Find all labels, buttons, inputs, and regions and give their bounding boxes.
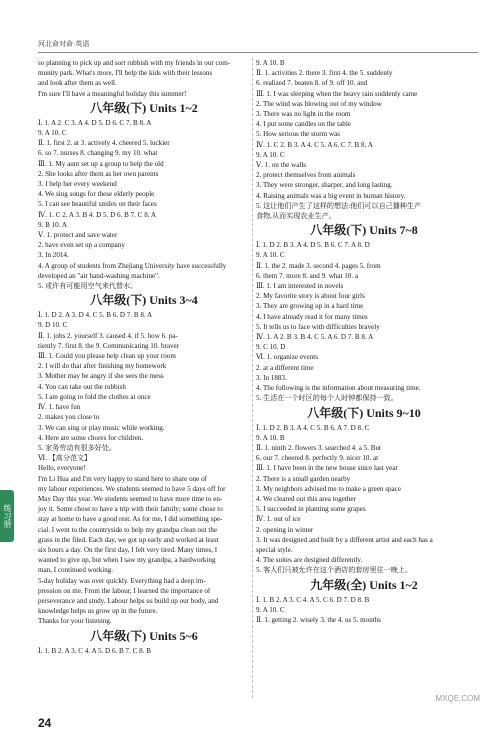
answer-line: 食物,从而实现农业生产。: [256, 212, 336, 221]
answer-line: Ⅲ. 1. I am interested in novels: [256, 282, 344, 291]
answer-line: 9. B 10. A: [38, 220, 67, 229]
answer-line: Ⅰ. 1. D 2. A 3. D 4. C 5. B 6. D 7. B 8. A: [38, 311, 153, 320]
answer-line: 5. I succeeded in planting some grapes: [256, 505, 366, 514]
answer-line: 4. Here are some chores for children.: [38, 433, 144, 442]
answer-line: and look after them as well.: [38, 79, 117, 88]
answer-line: pression on me. From the labour, I learned the importance of: [38, 586, 211, 595]
answer-line: 9. A 10. C: [38, 129, 67, 138]
watermark-logo: MXQE.COM: [435, 694, 480, 703]
answer-line: 2. have even set up a company: [38, 241, 125, 250]
answer-line: 4. A group of students from Zhejiang University have successfully: [38, 261, 227, 270]
answer-line: 4. I have already read it for many times: [256, 312, 368, 321]
answer-line: 3. There was no light in the room: [256, 110, 351, 119]
answer-line: 5. It tells us to face with difficulties bravely: [256, 322, 380, 331]
answer-line: 2. at a different time: [256, 363, 314, 372]
answer-line: Ⅱ. 1. the 2. made 3. second 4. pages 5. from: [256, 261, 381, 270]
answer-line: Ⅳ. 1. A 2. B 3. B 4. C 5. A 6. D 7. B 8. A: [256, 333, 374, 342]
page-header: 河北命对命·英语: [38, 41, 90, 48]
answer-line: 5. I am going to fold the clothes at once: [38, 392, 151, 401]
answer-line: 3. In 2014.: [38, 251, 69, 260]
answer-line: I'm sure I'll have a meaningful holiday this summer!: [38, 89, 187, 98]
answer-line: 2. protect themselves from animals: [256, 171, 356, 180]
answer-line: 2. The wind was blowing out of my window: [256, 99, 382, 108]
answer-line: Ⅲ. 1. I have been in the new house since last year: [256, 464, 398, 473]
answer-line: Ⅵ. 【高分范文】: [38, 454, 92, 463]
answer-line: 4. We sing songs for these elderly people: [38, 190, 155, 199]
answer-line: wanted to give up, but when I saw my grandpa, a hardworking: [38, 556, 216, 565]
answer-line: 9. D 10. C: [38, 321, 68, 330]
answer-line: six hours a day. On the first day, I felt very tired. Many times, I: [38, 545, 218, 554]
answer-line: Ⅱ. 1. first 2. at 3. actively 4. cheered 5. luckier: [38, 139, 170, 148]
page-number: 24: [38, 716, 52, 730]
answer-line: 5. How serious the storm was: [256, 130, 340, 139]
answer-line: 3. Mother may be angry if she sees the mess: [38, 372, 164, 381]
answer-line: 6. our 7. cheered 8. perfectly 9. nicer 10. at: [256, 454, 379, 463]
header-divider: [38, 52, 478, 53]
answer-line: 9. A 10. C: [256, 150, 285, 159]
section-heading: 九年级(全) Units 1~2: [310, 577, 418, 592]
answer-line: Ⅰ. 1. B 2. A 3. C 4. A 5. D 6. B 7. C 8. B: [38, 646, 151, 655]
answer-line: 6. so 7. nurses 8. changing 9. my 10. what: [38, 149, 158, 158]
answer-line: 3. They were stronger, sharper, and long lasting.: [256, 181, 393, 190]
answer-line: Ⅲ. 1. My aunt set up a group to help the old: [38, 159, 164, 168]
column-divider: [252, 58, 253, 698]
answer-line: stay at home to have a good rest. As for me, I did something spe-: [38, 515, 223, 524]
answer-line: Ⅳ. 1. out of ice: [256, 515, 301, 524]
side-tab-practice-book[interactable]: 练习册: [0, 490, 14, 542]
left-column: [38, 58, 250, 656]
answer-line: 6. them 7. more 8. and 9. what 10. a: [256, 271, 359, 280]
answer-line: perseverance and study. Labour helps us build up our body, and: [38, 596, 219, 605]
answer-line: 9. C 10. D: [256, 343, 286, 352]
answer-line: 3. It was designed and built by a different artist and each has a: [256, 535, 433, 544]
answer-line: 2. makes you close to: [38, 413, 100, 422]
answer-line: Hello, everyone!: [38, 464, 86, 473]
answer-line: Ⅲ. 1. I was sleeping when the heavy rain suddenly came: [256, 89, 418, 98]
section-heading: 八年级(下) Units 3~4: [90, 293, 198, 308]
section-heading: 八年级(下) Units 5~6: [90, 628, 198, 643]
answer-line: Ⅵ. 1. organize events: [256, 353, 318, 362]
answer-line: 2. My favorite story is about four girls: [256, 292, 365, 301]
answer-line: joy it. Some chose to have a trip with their family; some chose to: [38, 505, 223, 514]
answer-line: Ⅳ. 1. C 2. B 3. A 4. C 5. A 6. C 7. B 8. A: [256, 140, 373, 149]
answer-line: 3. We can sing or play music while working.: [38, 423, 165, 432]
answer-line: 2. I will do that after finishing my homework: [38, 362, 167, 371]
answer-line: Ⅳ. 1. have fun: [38, 403, 81, 412]
answer-line: 4. You can take out the rubbish: [38, 382, 126, 391]
answer-line: knowledge helps us grow up in the future.: [38, 607, 158, 616]
answer-line: 9. A 10. C: [256, 605, 285, 614]
answer-line: I'm Li Hua and I'm very happy to stand here to share one of: [38, 474, 208, 483]
answer-line: so planning to pick up and sort rubbish with my friends in our com-: [38, 59, 231, 67]
answer-line: 5. I can see beautiful smiles on their faces: [38, 200, 157, 209]
answer-line: Ⅱ. 1. activities 2. there 3. first 4. the 5. suddenly: [256, 69, 393, 78]
answer-line: tiently 7. first 8. the 9. Communicating 10. braver: [38, 341, 180, 350]
answer-line: 3. In 1883.: [256, 373, 287, 382]
answer-line: Ⅱ. 1. getting 2. wisely 3. the 4. us 5. months: [256, 615, 382, 624]
answer-line: Ⅲ. 1. Could you please help clean up your room: [38, 352, 176, 361]
answer-line: 4. We cleared out this area together: [256, 494, 356, 503]
answer-line: 9. A 10. B: [256, 433, 285, 442]
answer-line: 9. A 10. C: [256, 251, 285, 260]
answer-line: Ⅰ. 1. D 2. B 3. A 4. C 5. B 6. A 7. D 8. C: [256, 423, 370, 432]
answer-line: 5. 这让他们产生了这样的想法:他们可以自己播种生产: [256, 201, 422, 210]
answer-line: 4. The suites are designed differently.: [256, 556, 363, 565]
answer-line: 5. 生活在一个时区的每个人时钟都保持一致。: [256, 394, 398, 403]
answer-line: special style.: [256, 545, 293, 554]
answer-line: 4. The following is the information about measuring time.: [256, 384, 421, 393]
answer-line: Ⅰ. 1. D 2. B 3. A 4. D 5. B 6. C 7. A 8. D: [256, 241, 370, 250]
answer-line: 4. I put some candles on the table: [256, 120, 351, 129]
answer-line: cial. I went to the countryside to help my grandpa clean out the: [38, 525, 218, 534]
answer-line: 3. I help her every weekend: [38, 180, 117, 189]
answer-line: developed an "air hand-washing machine".: [38, 271, 160, 280]
answer-line: 5. 客人们只被允许在这个酒店的套房里住一晚上。: [256, 566, 413, 575]
answer-line: Ⅰ. 1. B 2. A 3. C 4. A 5. C 6. D 7. D 8. B: [256, 595, 370, 604]
answer-line: 2. There is a small garden nearby: [256, 474, 351, 483]
answer-line: Ⅴ. 1. on the walls: [256, 161, 307, 170]
answer-line: Ⅳ. 1. C 2. A 3. B 4. D 5. D 6. B 7. C 8. A: [38, 210, 157, 219]
answer-line: 5. 或许有可能用空气来代替水。: [38, 282, 138, 291]
answer-line: 3. My neighbors advised me to make a green space: [256, 484, 401, 493]
answer-line: 5. 家务劳动有很多好处。: [38, 443, 117, 452]
answer-line: 5-day holiday was over quickly. Everything had a deep im-: [38, 576, 206, 585]
section-heading: 八年级(下) Units 9~10: [307, 405, 421, 420]
right-column: [256, 58, 472, 625]
section-heading: 八年级(下) Units 7~8: [310, 223, 418, 238]
answer-line: 2. She looks after them as her own parents: [38, 169, 159, 178]
answer-line: Ⅱ. 1. ninth 2. flowers 3. searched 4. a 5. But: [256, 443, 381, 452]
answer-line: 3. They are growing up in a hard time: [256, 302, 364, 311]
section-heading: 八年级(下) Units 1~2: [90, 100, 198, 115]
answer-line: 6. realized 7. beaten 8. of 9. off 10. and: [256, 79, 368, 88]
answer-line: 4. Raising animals was a big event in human history.: [256, 191, 406, 200]
answer-line: grass in the filed. Each day, we got up early and worked at least: [38, 535, 219, 544]
answer-line: 2. opening in winter: [256, 525, 314, 534]
answer-line: Ⅱ. 1. jobs 2. yourself 3. caused 4. if 5. how 6. pa-: [38, 331, 178, 340]
answer-line: man, I continued working.: [38, 566, 114, 575]
answer-line: Ⅴ. 1. protect and save water: [38, 231, 118, 240]
answer-line: 9. A 10. B: [256, 59, 285, 67]
answer-line: munity park. What's more, I'll help the kids with their lessons: [38, 69, 213, 78]
answer-line: Ⅰ. 1. A 2. C 3. A 4. D 5. D 6. C 7. B 8. A: [38, 118, 152, 127]
answer-line: my labour experiences. We students seemed to have 5 days off for: [38, 484, 226, 493]
answer-line: Thanks for your listening.: [38, 617, 112, 626]
answer-line: May Day this year. We students seemed to have more time to en-: [38, 494, 223, 503]
